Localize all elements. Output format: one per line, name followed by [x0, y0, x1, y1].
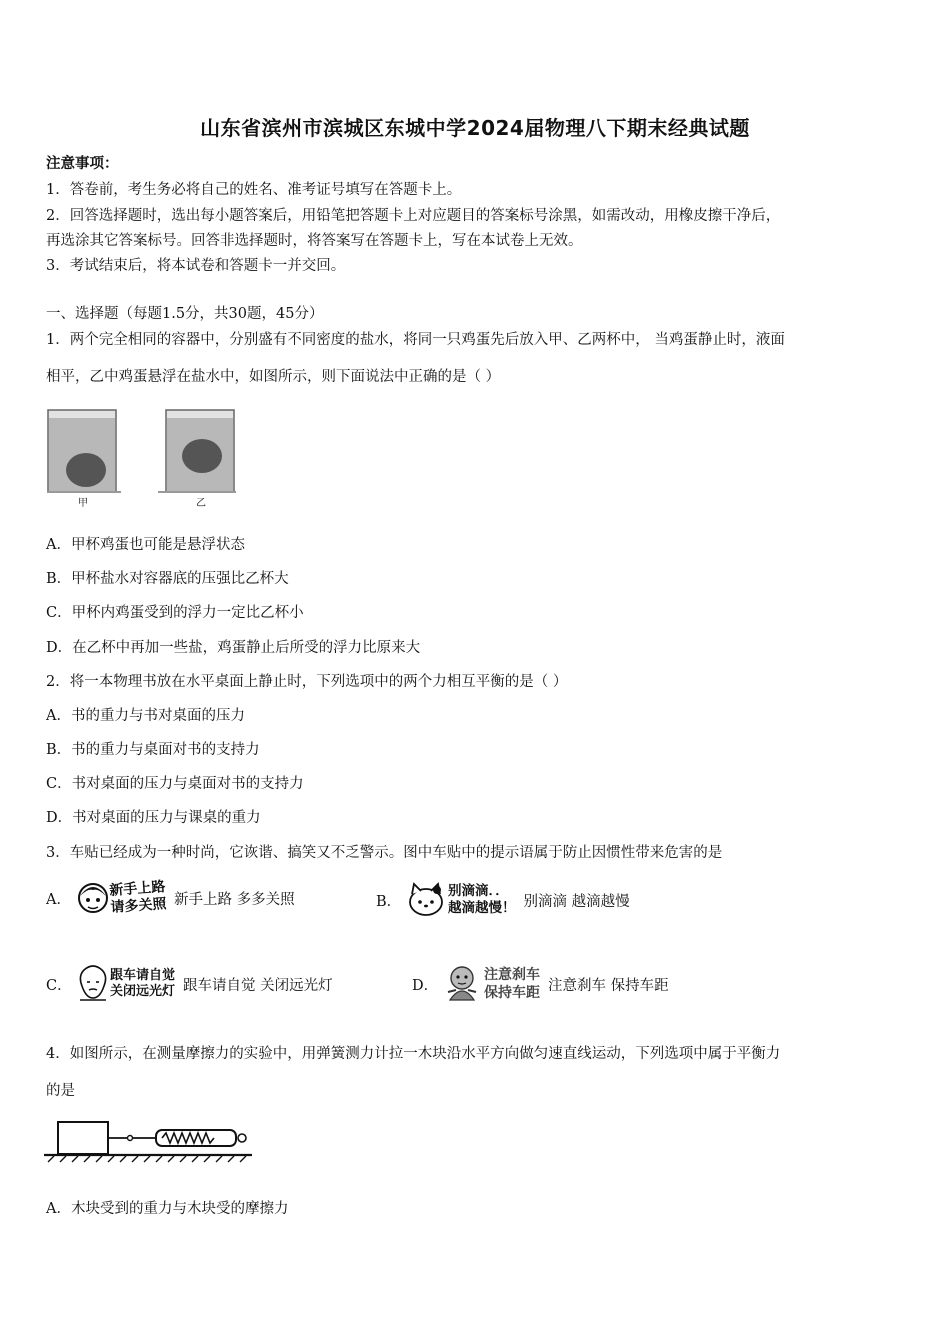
sticker-text: 别滴滴．．: [448, 883, 509, 899]
sticker-text: 关闭远光灯: [110, 984, 176, 999]
option-text: 注意刹车 保持车距: [548, 977, 669, 994]
spring-scale: [156, 1130, 246, 1146]
q3-option-c: [46, 962, 333, 1006]
sticker-image-d: [442, 964, 540, 1004]
q3-option-d: [412, 962, 669, 1006]
q4-stem-line1: 4．如图所示，在测量摩擦力的实验中，用弹簧测力计拉一木块沿水平方向做匀速直线运动，下列选项中属于平衡力: [46, 1046, 781, 1062]
sticker-text: 请多关照: [110, 896, 168, 916]
option-letter: A．: [46, 891, 71, 908]
sticker-image-a: [76, 878, 166, 918]
notice-item: 2．回答选择题时，选出每小题答案后，用铅笔把答题卡上对应题目的答案标号涂黑，如需改动，用橡皮擦干净后，: [46, 208, 781, 224]
option-letter: B．: [376, 893, 402, 910]
sticker-text: 越滴越慢！: [448, 900, 516, 916]
q2-stem: 2．将一本物理书放在水平桌面上静止时，下列选项中的两个力相互平衡的是（ ）: [46, 674, 568, 690]
q3-option-a: [46, 876, 295, 920]
page-title: 山东省滨州市滨城区东城中学2024届物理八下期末经典试题: [200, 116, 750, 140]
option-letter: C．: [46, 977, 72, 994]
q4-stem-line2: 的是: [46, 1083, 75, 1099]
q2-option-a: A．书的重力与书对桌面的压力: [46, 708, 245, 724]
beaker-yi: [158, 410, 236, 492]
q1-option-d: D．在乙杯中再加一些盐，鸡蛋静止后所受的浮力比原来大: [46, 640, 421, 656]
ground-hatching: [48, 1156, 246, 1162]
cat-icon: [406, 882, 446, 918]
egg-yi: [182, 439, 222, 473]
sticker-text: 跟车请自觉: [110, 968, 176, 983]
q2-option-b: B．书的重力与桌面对书的支持力: [46, 742, 260, 758]
section-heading: 一、选择题（每题1.5分，共30题，45分）: [46, 306, 324, 322]
cartoon-baby-icon: [442, 964, 482, 1004]
beaker-jia: [47, 410, 121, 492]
q2-option-d: D．书对桌面的压力与课桌的重力: [46, 810, 261, 826]
option-letter: D．: [412, 977, 439, 994]
wooden-block: [58, 1122, 108, 1154]
sticker-text: 新手上路: [108, 879, 166, 899]
spring-scale-figure: [44, 1118, 256, 1168]
notice-item: 1．答卷前，考生务必将自己的姓名、准考证号填写在答题卡上。: [46, 182, 462, 198]
q3-stem: 3．车贴已经成为一种时尚，它诙谐、搞笑又不乏警示。图中车贴中的提示语属于防止因惯性带来危害的是: [46, 845, 723, 861]
option-text: 新手上路 多多关照: [174, 891, 295, 908]
sticker-image-c: [76, 964, 175, 1004]
sticker-text: 保持车距: [484, 985, 540, 1001]
beakers-figure: [46, 408, 238, 510]
q1-option-b: B．甲杯盐水对容器底的压强比乙杯大: [46, 571, 289, 587]
option-text: 别滴滴 越滴越慢: [523, 893, 630, 910]
q4-option-a: A．木块受到的重力与木块受的摩擦力: [46, 1201, 289, 1217]
q3-option-b: [376, 878, 630, 922]
notice-item: 再选涂其它答案标号。回答非选择题时，将答案写在答题卡上，写在本试卷上无效。: [46, 233, 583, 249]
sticker-text: 注意刹车: [484, 967, 540, 983]
q2-option-c: C．书对桌面的压力与桌面对书的支持力: [46, 776, 304, 792]
q1-stem-line1: 1．两个完全相同的容器中，分别盛有不同密度的盐水，将同一只鸡蛋先后放入甲、乙两杯中， 当鸡蛋静止时，液面: [46, 332, 785, 348]
q1-option-c: C．甲杯内鸡蛋受到的浮力一定比乙杯小: [46, 605, 304, 621]
q1-stem-line2: 相平，乙中鸡蛋悬浮在盐水中，如图所示，则下面说法中正确的是（ ）: [46, 369, 501, 385]
egg-jia: [66, 453, 106, 487]
option-text: 跟车请自觉 关闭远光灯: [183, 977, 333, 994]
figure-label-jia: 甲: [78, 498, 88, 509]
q1-option-a: A．甲杯鸡蛋也可能是悬浮状态: [46, 537, 245, 553]
cartoon-girl-icon: [76, 878, 110, 918]
sticker-image-b: [406, 882, 516, 918]
cartoon-face-icon: [76, 964, 110, 1004]
figure-label-yi: 乙: [196, 498, 206, 509]
notice-heading: 注意事项：: [46, 155, 119, 172]
notice-item: 3．考试结束后，将本试卷和答题卡一并交回。: [46, 258, 346, 274]
